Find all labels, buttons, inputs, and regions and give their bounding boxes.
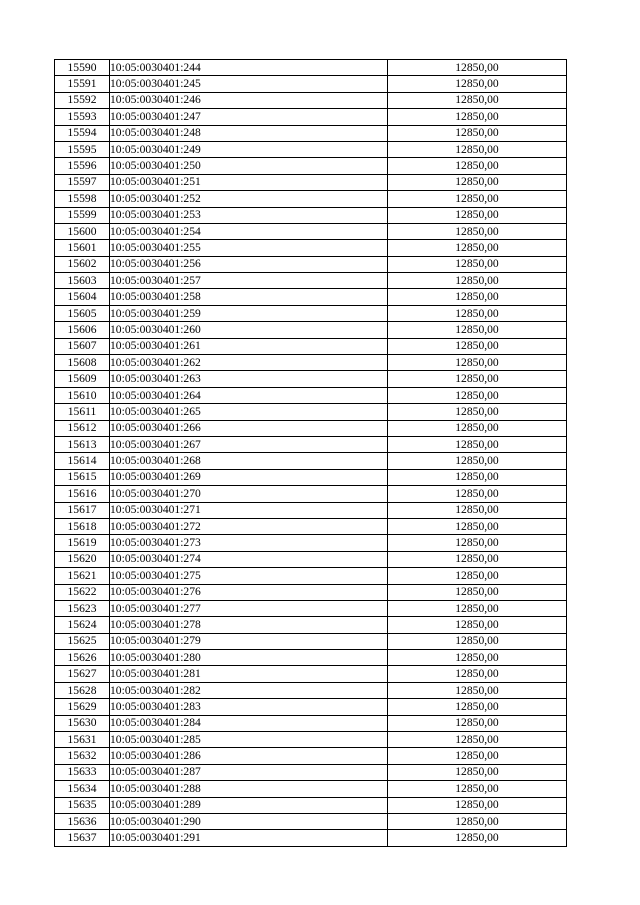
- cadastral-number-cell: 10:05:0030401:289: [110, 797, 388, 813]
- row-number-cell: 15611: [55, 404, 110, 420]
- table-row: [55, 650, 567, 666]
- value-cell: 12850,00: [388, 650, 567, 666]
- cadastral-number-cell: 10:05:0030401:267: [110, 436, 388, 452]
- value-cell: 12850,00: [388, 191, 567, 207]
- table-row: [55, 191, 567, 207]
- value-cell: 12850,00: [388, 830, 567, 846]
- cadastral-number-cell: 10:05:0030401:255: [110, 240, 388, 256]
- row-number-cell: 15619: [55, 535, 110, 551]
- cadastral-number-cell: 10:05:0030401:258: [110, 289, 388, 305]
- table-row: [55, 436, 567, 452]
- row-number-cell: 15635: [55, 797, 110, 813]
- row-number-cell: 15627: [55, 666, 110, 682]
- value-cell: 12850,00: [388, 273, 567, 289]
- cadastral-number-cell: 10:05:0030401:266: [110, 420, 388, 436]
- value-cell: 12850,00: [388, 682, 567, 698]
- value-cell: 12850,00: [388, 387, 567, 403]
- value-cell: 12850,00: [388, 355, 567, 371]
- row-number-cell: 15592: [55, 92, 110, 108]
- table-row: [55, 748, 567, 764]
- cadastral-number-cell: 10:05:0030401:286: [110, 748, 388, 764]
- table-row: [55, 666, 567, 682]
- row-number-cell: 15597: [55, 174, 110, 190]
- cadastral-number-cell: 10:05:0030401:248: [110, 125, 388, 141]
- row-number-cell: 15617: [55, 502, 110, 518]
- row-number-cell: 15631: [55, 732, 110, 748]
- table-row: [55, 518, 567, 534]
- row-number-cell: 15632: [55, 748, 110, 764]
- row-number-cell: 15605: [55, 305, 110, 321]
- row-number-cell: 15599: [55, 207, 110, 223]
- value-cell: 12850,00: [388, 109, 567, 125]
- value-cell: 12850,00: [388, 338, 567, 354]
- table-row: [55, 76, 567, 92]
- value-cell: 12850,00: [388, 535, 567, 551]
- value-cell: 12850,00: [388, 600, 567, 616]
- table-row: [55, 273, 567, 289]
- row-number-cell: 15596: [55, 158, 110, 174]
- value-cell: 12850,00: [388, 76, 567, 92]
- table-row: [55, 600, 567, 616]
- row-number-cell: 15615: [55, 469, 110, 485]
- cadastral-number-cell: 10:05:0030401:252: [110, 191, 388, 207]
- table-row: [55, 633, 567, 649]
- value-cell: 12850,00: [388, 240, 567, 256]
- value-cell: 12850,00: [388, 158, 567, 174]
- table-row: [55, 404, 567, 420]
- table-row: [55, 830, 567, 846]
- cadastral-number-cell: 10:05:0030401:282: [110, 682, 388, 698]
- cadastral-number-cell: 10:05:0030401:251: [110, 174, 388, 190]
- value-cell: 12850,00: [388, 797, 567, 813]
- table-row: [55, 158, 567, 174]
- value-cell: 12850,00: [388, 764, 567, 780]
- table-row: [55, 305, 567, 321]
- table-row: [55, 584, 567, 600]
- table-row: [55, 535, 567, 551]
- table-row: [55, 617, 567, 633]
- table-row: [55, 486, 567, 502]
- table-row: [55, 125, 567, 141]
- value-cell: 12850,00: [388, 813, 567, 829]
- cadastral-number-cell: 10:05:0030401:270: [110, 486, 388, 502]
- table-row: [55, 60, 567, 76]
- value-cell: 12850,00: [388, 404, 567, 420]
- row-number-cell: 15610: [55, 387, 110, 403]
- row-number-cell: 15595: [55, 141, 110, 157]
- table-row: [55, 355, 567, 371]
- row-number-cell: 15594: [55, 125, 110, 141]
- cadastral-number-cell: 10:05:0030401:285: [110, 732, 388, 748]
- row-number-cell: 15625: [55, 633, 110, 649]
- value-cell: 12850,00: [388, 223, 567, 239]
- table-row: [55, 141, 567, 157]
- value-cell: 12850,00: [388, 666, 567, 682]
- value-cell: 12850,00: [388, 551, 567, 567]
- table-row: [55, 289, 567, 305]
- value-cell: 12850,00: [388, 518, 567, 534]
- cadastral-number-cell: 10:05:0030401:279: [110, 633, 388, 649]
- cadastral-number-cell: 10:05:0030401:250: [110, 158, 388, 174]
- row-number-cell: 15613: [55, 436, 110, 452]
- cadastral-number-cell: 10:05:0030401:260: [110, 322, 388, 338]
- row-number-cell: 15590: [55, 60, 110, 76]
- cadastral-number-cell: 10:05:0030401:244: [110, 60, 388, 76]
- cadastral-number-cell: 10:05:0030401:280: [110, 650, 388, 666]
- cadastral-number-cell: 10:05:0030401:261: [110, 338, 388, 354]
- cadastral-number-cell: 10:05:0030401:277: [110, 600, 388, 616]
- table-row: [55, 797, 567, 813]
- table-row: [55, 92, 567, 108]
- cadastral-number-cell: 10:05:0030401:262: [110, 355, 388, 371]
- cadastral-number-cell: 10:05:0030401:247: [110, 109, 388, 125]
- value-cell: 12850,00: [388, 322, 567, 338]
- value-cell: 12850,00: [388, 584, 567, 600]
- table-row: [55, 371, 567, 387]
- table-row: [55, 174, 567, 190]
- row-number-cell: 15620: [55, 551, 110, 567]
- cadastral-number-cell: 10:05:0030401:272: [110, 518, 388, 534]
- row-number-cell: 15598: [55, 191, 110, 207]
- row-number-cell: 15637: [55, 830, 110, 846]
- value-cell: 12850,00: [388, 781, 567, 797]
- row-number-cell: 15607: [55, 338, 110, 354]
- cadastral-number-cell: 10:05:0030401:271: [110, 502, 388, 518]
- row-number-cell: 15629: [55, 699, 110, 715]
- cadastral-number-cell: 10:05:0030401:291: [110, 830, 388, 846]
- value-cell: 12850,00: [388, 732, 567, 748]
- row-number-cell: 15636: [55, 813, 110, 829]
- row-number-cell: 15606: [55, 322, 110, 338]
- row-number-cell: 15609: [55, 371, 110, 387]
- row-number-cell: 15601: [55, 240, 110, 256]
- table-row: [55, 715, 567, 731]
- cadastral-number-cell: 10:05:0030401:281: [110, 666, 388, 682]
- row-number-cell: 15621: [55, 568, 110, 584]
- row-number-cell: 15630: [55, 715, 110, 731]
- cadastral-number-cell: 10:05:0030401:275: [110, 568, 388, 584]
- value-cell: 12850,00: [388, 256, 567, 272]
- table-row: [55, 568, 567, 584]
- value-cell: 12850,00: [388, 748, 567, 764]
- cadastral-number-cell: 10:05:0030401:246: [110, 92, 388, 108]
- cadastral-number-cell: 10:05:0030401:263: [110, 371, 388, 387]
- table-row: [55, 682, 567, 698]
- row-number-cell: 15602: [55, 256, 110, 272]
- row-number-cell: 15622: [55, 584, 110, 600]
- table-row: [55, 109, 567, 125]
- table-row: [55, 420, 567, 436]
- row-number-cell: 15603: [55, 273, 110, 289]
- table-row: [55, 781, 567, 797]
- table-row: [55, 387, 567, 403]
- row-number-cell: 15624: [55, 617, 110, 633]
- table-row: [55, 732, 567, 748]
- table-row: [55, 813, 567, 829]
- cadastral-number-cell: 10:05:0030401:249: [110, 141, 388, 157]
- value-cell: 12850,00: [388, 715, 567, 731]
- value-cell: 12850,00: [388, 568, 567, 584]
- row-number-cell: 15612: [55, 420, 110, 436]
- row-number-cell: 15614: [55, 453, 110, 469]
- table-body: [55, 60, 567, 847]
- value-cell: 12850,00: [388, 141, 567, 157]
- table-row: [55, 322, 567, 338]
- table-row: [55, 223, 567, 239]
- value-cell: 12850,00: [388, 633, 567, 649]
- cadastral-number-cell: 10:05:0030401:276: [110, 584, 388, 600]
- cadastral-number-cell: 10:05:0030401:278: [110, 617, 388, 633]
- cadastral-number-cell: 10:05:0030401:264: [110, 387, 388, 403]
- cadastral-number-cell: 10:05:0030401:256: [110, 256, 388, 272]
- cadastral-number-cell: 10:05:0030401:268: [110, 453, 388, 469]
- cadastral-number-cell: 10:05:0030401:245: [110, 76, 388, 92]
- cadastral-number-cell: 10:05:0030401:253: [110, 207, 388, 223]
- row-number-cell: 15633: [55, 764, 110, 780]
- value-cell: 12850,00: [388, 60, 567, 76]
- cadastral-number-cell: 10:05:0030401:284: [110, 715, 388, 731]
- cadastral-number-cell: 10:05:0030401:265: [110, 404, 388, 420]
- value-cell: 12850,00: [388, 453, 567, 469]
- row-number-cell: 15618: [55, 518, 110, 534]
- cadastral-number-cell: 10:05:0030401:257: [110, 273, 388, 289]
- cadastral-number-cell: 10:05:0030401:274: [110, 551, 388, 567]
- cadastral-number-cell: 10:05:0030401:290: [110, 813, 388, 829]
- cadastral-number-cell: 10:05:0030401:288: [110, 781, 388, 797]
- table-row: [55, 469, 567, 485]
- table-row: [55, 240, 567, 256]
- row-number-cell: 15634: [55, 781, 110, 797]
- value-cell: 12850,00: [388, 174, 567, 190]
- row-number-cell: 15623: [55, 600, 110, 616]
- cadastral-number-cell: 10:05:0030401:283: [110, 699, 388, 715]
- table-row: [55, 699, 567, 715]
- row-number-cell: 15604: [55, 289, 110, 305]
- value-cell: 12850,00: [388, 305, 567, 321]
- table-row: [55, 764, 567, 780]
- table-row: [55, 453, 567, 469]
- row-number-cell: 15600: [55, 223, 110, 239]
- value-cell: 12850,00: [388, 436, 567, 452]
- row-number-cell: 15608: [55, 355, 110, 371]
- value-cell: 12850,00: [388, 289, 567, 305]
- table-row: [55, 256, 567, 272]
- row-number-cell: 15616: [55, 486, 110, 502]
- value-cell: 12850,00: [388, 469, 567, 485]
- table-row: [55, 551, 567, 567]
- cadastral-number-cell: 10:05:0030401:287: [110, 764, 388, 780]
- cadastral-number-cell: 10:05:0030401:269: [110, 469, 388, 485]
- row-number-cell: 15628: [55, 682, 110, 698]
- value-cell: 12850,00: [388, 486, 567, 502]
- row-number-cell: 15591: [55, 76, 110, 92]
- value-cell: 12850,00: [388, 699, 567, 715]
- value-cell: 12850,00: [388, 371, 567, 387]
- value-cell: 12850,00: [388, 420, 567, 436]
- value-cell: 12850,00: [388, 617, 567, 633]
- cadastral-number-cell: 10:05:0030401:254: [110, 223, 388, 239]
- cadastral-table: [54, 59, 567, 847]
- row-number-cell: 15593: [55, 109, 110, 125]
- value-cell: 12850,00: [388, 125, 567, 141]
- value-cell: 12850,00: [388, 207, 567, 223]
- value-cell: 12850,00: [388, 92, 567, 108]
- table-row: [55, 502, 567, 518]
- row-number-cell: 15626: [55, 650, 110, 666]
- cadastral-number-cell: 10:05:0030401:259: [110, 305, 388, 321]
- cadastral-number-cell: 10:05:0030401:273: [110, 535, 388, 551]
- table-row: [55, 207, 567, 223]
- value-cell: 12850,00: [388, 502, 567, 518]
- table-row: [55, 338, 567, 354]
